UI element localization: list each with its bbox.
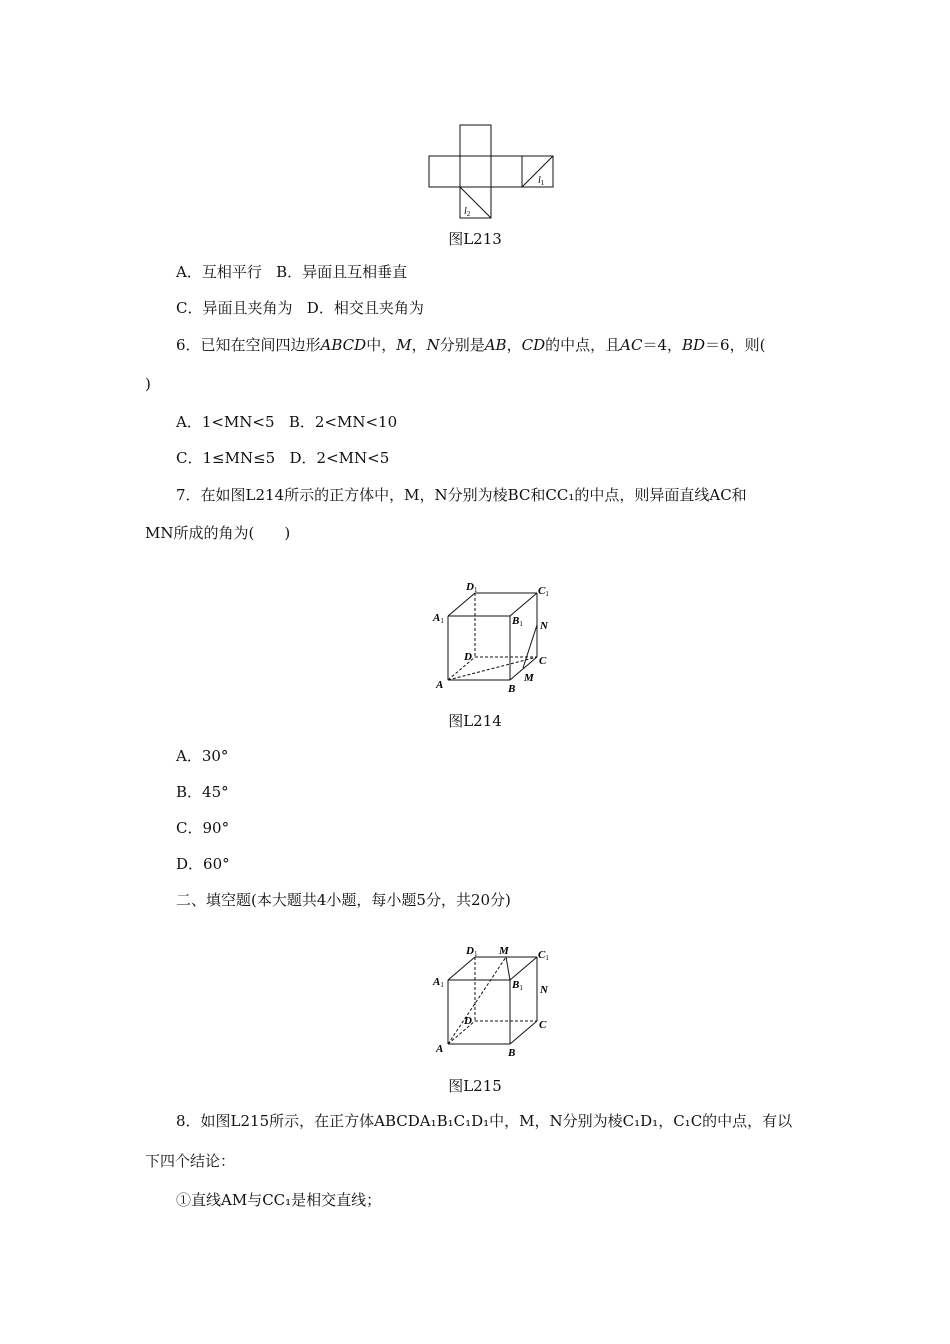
q7-stem-line2: MN所成的角为( ) [145,524,291,542]
label-b: B [508,1047,516,1059]
label-b: B [508,683,516,695]
segment-mb1 [506,957,510,980]
q6-options-cd [176,448,389,468]
label-b1: B1 [512,979,523,992]
q8-stem-line1: 8．如图L215所示，在正方体ABCDA₁B₁C₁D₁中，M，N分别为棱C₁D₁，C₁C的中点，有以 [176,1112,793,1130]
edge-bc [510,1021,537,1044]
q8-conclusion-1: ①直线AM与CC₁是相交直线； [176,1191,382,1209]
edge-b1c1 [510,957,537,980]
q7-option-c: C．90° [176,819,230,837]
label-a: A [436,1043,444,1055]
caption-l213: 图L213 [448,230,502,248]
edge-b1c1 [510,593,537,616]
net-center-square [460,156,491,187]
label-a: A [436,679,444,691]
caption-l215: 图L215 [448,1077,502,1095]
q6-option-a: A．1<MN<5 [176,413,275,431]
q8-stem-line2: 下四个结论： [145,1152,236,1170]
q5-option-d: D．相交且夹角为 [306,299,424,317]
label-n: N [540,620,548,632]
net-top-square [460,125,491,156]
figure-l215-cube [420,942,560,1060]
segment-mn [523,625,537,668]
segment-am-hidden [448,957,506,1044]
label-c1: C1 [538,949,549,962]
edge-a1d1 [448,593,475,616]
label-a1: A1 [433,976,444,989]
q6-option-b: B．2<MN<10 [288,413,398,431]
q5-option-c: C．异面且夹角为 [176,299,293,317]
label-l1: $l_1$ [538,175,545,187]
label-d1: D1 [466,581,478,594]
q6-option-c: C．1≤MN≤5 [176,449,276,467]
q7-option-b: B．45° [176,783,229,801]
q6-stem-line2: ) [145,375,151,393]
q5-option-b: B．异面且互相垂直 [276,263,408,281]
q6-options-ab [176,412,397,432]
label-a1: A1 [433,612,444,625]
q7-option-a: A．30° [176,747,229,765]
label-n: N [540,984,548,996]
q5-options-ab [176,262,407,282]
q6-stem-line1: 6．已知在空间四边形ABCD中，M，N分别是AB，CD的中点，且AC＝4，BD＝6，则( [176,336,766,354]
label-l2: $l_2$ [464,206,471,218]
label-c: C [539,1019,547,1031]
label-d1: D1 [466,945,478,958]
q6-option-d: D．2<MN<5 [289,449,390,467]
q5-option-a: A．互相平行 [176,263,262,281]
label-d: D [464,1015,472,1027]
figure-l214-cube [420,578,560,696]
label-c: C [539,655,547,667]
label-b1: B1 [512,615,523,628]
edge-a1d1 [448,957,475,980]
label-m: M [524,672,534,684]
q7-stem-line1: 7．在如图L214所示的正方体中，M，N分别为棱BC和CC₁的中点，则异面直线AC和 [176,486,747,504]
net-left-square [429,156,460,187]
caption-l214: 图L214 [448,712,502,730]
label-c1: C1 [538,585,549,598]
label-d: D [464,651,472,663]
q7-option-d: D．60° [176,855,230,873]
section-heading: 二、填空题(本大题共4小题，每小题5分，共20分) [176,891,511,909]
label-m: M [499,945,509,957]
q5-options-cd [176,298,424,318]
figure-l213-cube-net [425,120,560,220]
net-right-square [491,156,522,187]
